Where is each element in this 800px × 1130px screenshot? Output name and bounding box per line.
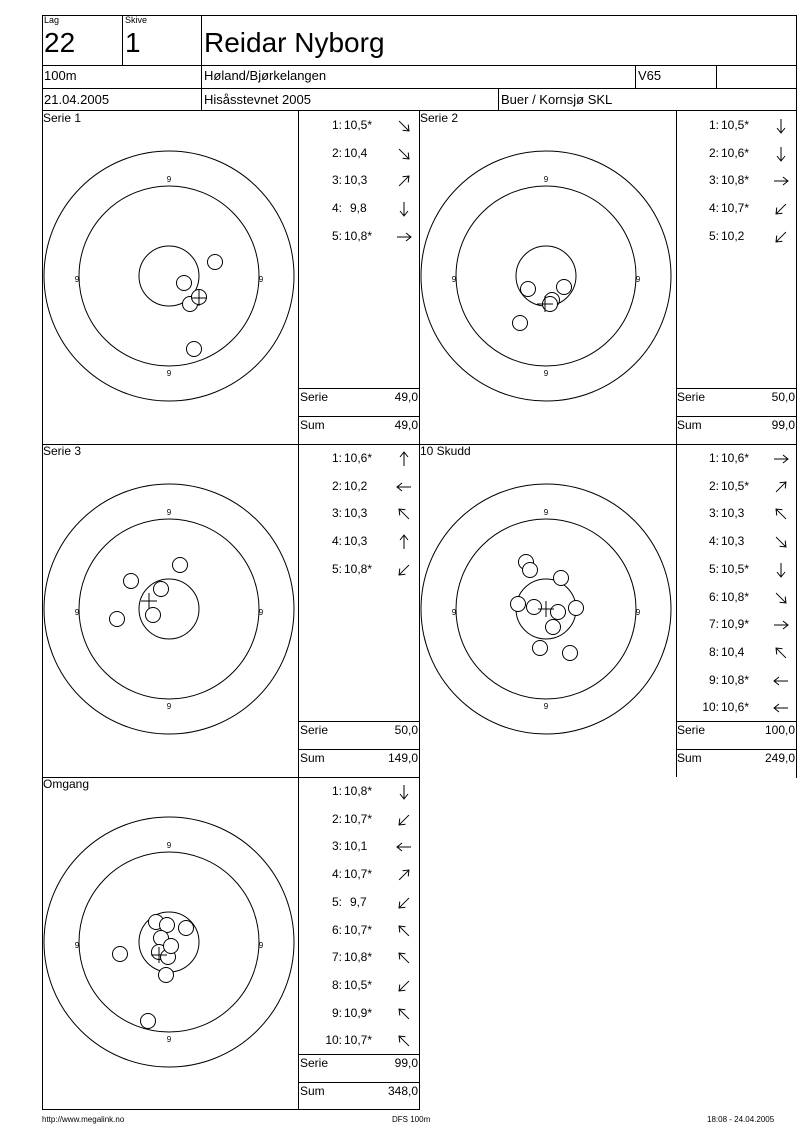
- shot-value: 10,8*: [721, 672, 750, 687]
- serie-value: 49,0: [394, 390, 418, 404]
- shot-number: 10:: [702, 700, 719, 715]
- distance: 100m: [44, 68, 77, 83]
- shot-hole: [554, 571, 569, 586]
- ring-number: 9: [543, 508, 549, 517]
- shot-value: 10,3: [344, 534, 368, 549]
- footer-center: DFS 100m: [392, 1115, 431, 1124]
- divider: [201, 15, 202, 111]
- ring-number: 9: [166, 841, 172, 850]
- shot-value: 10,7*: [344, 922, 373, 937]
- shot-direction-arrow: [395, 172, 413, 190]
- ring-number: 9: [166, 369, 172, 378]
- divider: [498, 88, 499, 111]
- ring-number: 9: [74, 275, 80, 284]
- shot-hole: [521, 282, 536, 297]
- shot-direction-arrow: [395, 145, 413, 163]
- shot-value: 10,9*: [721, 617, 750, 632]
- section-title: Serie 2: [420, 111, 459, 125]
- shot-direction-arrow: [772, 589, 790, 607]
- shot-direction-arrow: [395, 478, 413, 496]
- shooter-name: Reidar Nyborg: [204, 27, 385, 58]
- skive-label: Skive: [125, 15, 148, 25]
- shot-hole: [563, 646, 578, 661]
- footer-timestamp: 18:08 - 24.04.2005: [707, 1115, 775, 1124]
- shot-number: 4:: [331, 867, 342, 882]
- ring-number: 9: [635, 608, 641, 617]
- target: [42, 444, 298, 777]
- shot-number: 1:: [708, 451, 719, 465]
- ring-number: 9: [451, 608, 457, 617]
- skive-value: 1: [125, 27, 141, 58]
- shot-hole: [551, 605, 566, 620]
- shot-number: 5:: [331, 561, 342, 576]
- shot-hole: [527, 600, 542, 615]
- shot-direction-arrow: [395, 949, 413, 967]
- serie-value: 50,0: [394, 723, 418, 737]
- target: [419, 111, 675, 444]
- shot-number: 5:: [708, 561, 719, 576]
- section-title: 10 Skudd: [420, 444, 471, 458]
- shot-value: 10,5*: [721, 118, 750, 132]
- shot-value: 10,3: [344, 173, 368, 188]
- shot-number: 1:: [331, 784, 342, 798]
- sum-value: 99,0: [771, 418, 795, 432]
- ring-number: 9: [258, 608, 264, 617]
- shot-hole: [164, 939, 179, 954]
- shot-value: 10,6*: [721, 700, 750, 715]
- class: V65: [638, 68, 662, 83]
- section-title: Serie 1: [43, 111, 82, 125]
- shot-value: 10,7*: [344, 811, 373, 826]
- shot-value: 9,7: [350, 894, 367, 909]
- target: [42, 111, 298, 444]
- shot-value: 10,8*: [344, 784, 373, 798]
- shot-value: 10,3: [344, 506, 368, 521]
- target: [419, 444, 675, 777]
- serie-label: Serie: [677, 723, 706, 737]
- sum-label: Sum: [300, 1084, 325, 1098]
- shot-value: 10,6*: [721, 451, 750, 465]
- omgang-panel: [42, 777, 420, 1110]
- shot-number: 6:: [331, 922, 342, 937]
- shot-hole: [511, 597, 526, 612]
- shot-number: 2:: [331, 145, 342, 160]
- shot-direction-arrow: [395, 1005, 413, 1023]
- target-ring: [79, 519, 259, 699]
- shot-hole: [557, 280, 572, 295]
- shot-direction-arrow: [395, 200, 413, 218]
- serie-label: Serie: [300, 723, 329, 737]
- shot-hole: [110, 612, 125, 627]
- shot-value: 10,1: [344, 839, 368, 854]
- shot-value: 10,7*: [344, 867, 373, 882]
- shot-value: 10,3: [721, 506, 745, 521]
- date: 21.04.2005: [44, 92, 110, 107]
- shot-direction-arrow: [395, 894, 413, 912]
- shot-direction-arrow: [395, 838, 413, 856]
- section-title: Omgang: [43, 777, 90, 791]
- shot-value: 10,5*: [721, 561, 750, 576]
- lag-value: 22: [44, 27, 76, 58]
- shot-hole: [533, 641, 548, 656]
- shot-number: 2:: [708, 145, 719, 160]
- shot-hole: [179, 921, 194, 936]
- sum-label: Sum: [300, 751, 325, 765]
- shot-direction-arrow: [772, 172, 790, 190]
- shot-value: 10,6*: [344, 451, 373, 465]
- shot-direction-arrow: [772, 117, 790, 135]
- shot-value: 10,8*: [721, 173, 750, 188]
- target-ring: [79, 186, 259, 366]
- shot-direction-arrow: [395, 922, 413, 940]
- shot-value: 10,5*: [344, 118, 373, 132]
- target-ring: [44, 151, 294, 401]
- shot-direction-arrow: [772, 228, 790, 246]
- shot-number: 4:: [708, 201, 719, 216]
- shot-number: 4:: [708, 534, 719, 549]
- shot-direction-arrow: [772, 699, 790, 717]
- serie-label: Serie: [300, 1056, 329, 1070]
- shot-hole: [124, 574, 139, 589]
- shot-direction-arrow: [395, 117, 413, 135]
- ring-number: 9: [258, 275, 264, 284]
- divider: [635, 65, 636, 88]
- shot-value: 10,8*: [721, 589, 750, 604]
- shot-number: 5:: [331, 894, 342, 909]
- sum-value: 149,0: [387, 751, 418, 765]
- shot-direction-arrow: [772, 644, 790, 662]
- shot-number: 3:: [708, 506, 719, 521]
- shot-direction-arrow: [395, 228, 413, 246]
- shot-number: 1:: [331, 118, 342, 132]
- shot-value: 10,2: [721, 228, 745, 243]
- shot-value: 10,6*: [721, 145, 750, 160]
- ring-number: 9: [166, 702, 172, 711]
- shot-value: 10,2: [344, 478, 368, 493]
- ring-number: 9: [543, 369, 549, 378]
- blank-area: [420, 778, 798, 1111]
- shot-direction-arrow: [772, 505, 790, 523]
- shot-hole: [569, 601, 584, 616]
- divider: [42, 65, 797, 66]
- footer-url: http://www.megalink.no: [42, 1115, 125, 1124]
- serie-value: 50,0: [771, 390, 795, 404]
- shot-value: 10,5*: [344, 977, 373, 992]
- shot-number: 9:: [331, 1005, 342, 1020]
- shot-direction-arrow: [395, 450, 413, 468]
- shot-hole: [141, 1014, 156, 1029]
- shot-number: 6:: [708, 589, 719, 604]
- shot-number: 3:: [331, 506, 342, 521]
- shot-number: 5:: [331, 228, 342, 243]
- sum-label: Sum: [677, 751, 702, 765]
- ring-number: 9: [166, 508, 172, 517]
- sum-label: Sum: [677, 418, 702, 432]
- shot-value: 10,8*: [344, 561, 373, 576]
- shot-value: 10,8*: [344, 228, 373, 243]
- ring-number: 9: [166, 175, 172, 184]
- ring-number: 9: [543, 702, 549, 711]
- sum-value: 348,0: [387, 1084, 418, 1098]
- shot-value: 10,4: [721, 644, 745, 659]
- ring-number: 9: [74, 941, 80, 950]
- shot-value: 10,7*: [344, 1033, 373, 1048]
- shot-direction-arrow: [772, 616, 790, 634]
- shot-value: 10,4: [344, 145, 368, 160]
- shot-number: 7:: [708, 617, 719, 632]
- shot-direction-arrow: [395, 977, 413, 995]
- shot-number: 2:: [331, 478, 342, 493]
- shot-number: 4:: [331, 201, 342, 216]
- serie-3-panel: [42, 444, 420, 777]
- target-ring: [456, 186, 636, 366]
- divider: [42, 88, 797, 89]
- sum-value: 249,0: [764, 751, 795, 765]
- shot-number: 7:: [331, 950, 342, 965]
- shot-value: 10,7*: [721, 201, 750, 216]
- shot-direction-arrow: [395, 783, 413, 801]
- shot-direction-arrow: [395, 1032, 413, 1050]
- ring-number: 9: [166, 1035, 172, 1044]
- ring-number: 9: [74, 608, 80, 617]
- ten-shots-panel: [419, 444, 797, 777]
- shot-hole: [159, 968, 174, 983]
- shot-hole: [523, 563, 538, 578]
- shot-direction-arrow: [395, 561, 413, 579]
- lag-label: Lag: [44, 15, 60, 25]
- shot-hole: [113, 947, 128, 962]
- shot-hole: [177, 276, 192, 291]
- shot-direction-arrow: [395, 866, 413, 884]
- shot-direction-arrow: [772, 672, 790, 690]
- shot-value: 10,3: [721, 534, 745, 549]
- sum-value: 49,0: [394, 418, 418, 432]
- shot-hole: [513, 316, 528, 331]
- shot-number: 9:: [708, 672, 719, 687]
- shot-hole: [546, 620, 561, 635]
- shot-hole: [173, 558, 188, 573]
- serie-label: Serie: [677, 390, 706, 404]
- serie-value: 99,0: [394, 1056, 418, 1070]
- shot-direction-arrow: [395, 533, 413, 551]
- shot-number: 1:: [331, 451, 342, 465]
- shot-direction-arrow: [395, 505, 413, 523]
- serie-1-panel: [42, 111, 420, 444]
- shot-number: 2:: [331, 811, 342, 826]
- shot-direction-arrow: [772, 450, 790, 468]
- shot-number: 3:: [331, 173, 342, 188]
- divider: [122, 15, 123, 65]
- venue: Buer / Kornsjø SKL: [501, 92, 613, 107]
- target: [42, 777, 298, 1110]
- event: Hisåsstevnet 2005: [204, 92, 311, 107]
- shot-number: 4:: [331, 534, 342, 549]
- shot-direction-arrow: [772, 533, 790, 551]
- shot-direction-arrow: [395, 811, 413, 829]
- shot-number: 3:: [708, 173, 719, 188]
- ring-number: 9: [451, 275, 457, 284]
- section-title: Serie 3: [43, 444, 82, 458]
- serie-value: 100,0: [764, 723, 795, 737]
- divider: [716, 65, 717, 88]
- serie-label: Serie: [300, 390, 329, 404]
- shot-number: 8:: [331, 977, 342, 992]
- ring-number: 9: [635, 275, 641, 284]
- target-ring: [421, 151, 671, 401]
- shot-hole: [208, 255, 223, 270]
- shot-hole: [187, 342, 202, 357]
- shot-number: 10:: [325, 1033, 342, 1048]
- shot-hole: [154, 582, 169, 597]
- shot-direction-arrow: [772, 478, 790, 496]
- shot-direction-arrow: [772, 200, 790, 218]
- shot-number: 5:: [708, 228, 719, 243]
- club: Høland/Bjørkelangen: [204, 68, 327, 83]
- shot-value: 10,8*: [344, 950, 373, 965]
- shot-value: 9,8: [350, 201, 367, 216]
- shot-number: 8:: [708, 644, 719, 659]
- shot-value: 10,9*: [344, 1005, 373, 1020]
- ring-number: 9: [258, 941, 264, 950]
- shot-hole: [146, 608, 161, 623]
- shot-number: 1:: [708, 118, 719, 132]
- shot-number: 3:: [331, 839, 342, 854]
- shot-direction-arrow: [772, 561, 790, 579]
- serie-2-panel: [419, 111, 797, 444]
- target-ring: [44, 484, 294, 734]
- header-box: [42, 15, 797, 111]
- shot-direction-arrow: [772, 145, 790, 163]
- shot-value: 10,5*: [721, 478, 750, 493]
- sum-label: Sum: [300, 418, 325, 432]
- shot-number: 2:: [708, 478, 719, 493]
- ring-number: 9: [543, 175, 549, 184]
